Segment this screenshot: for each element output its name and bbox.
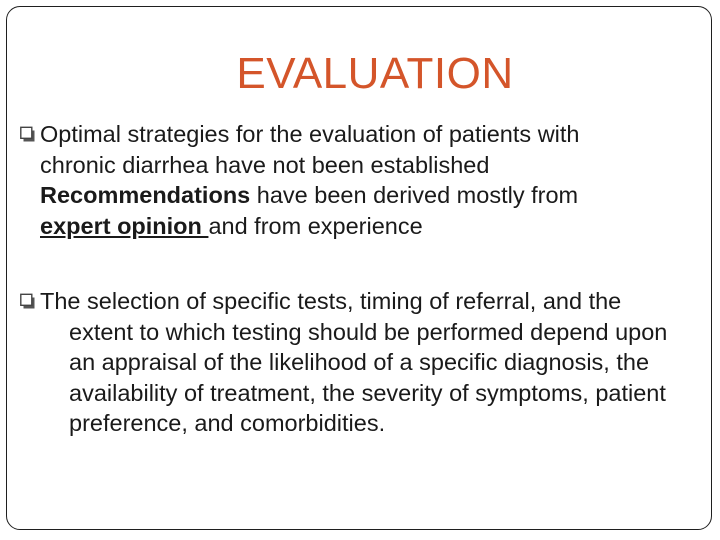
bullet-text-2: The selection of specific tests, timing of referral, and the extent to which testing should be performed depend upon an appraisal of the likelihood of a specific diagnosis, the availability of treatment, the severity of symptoms, patient preference, and comorbidities. xyxy=(40,288,668,436)
bullet-item-1 xyxy=(20,119,684,241)
bullet-1-line-4 xyxy=(40,211,684,242)
bullet-1-line-4-rest: and from experience xyxy=(208,212,423,239)
expert-opinion-underlined-text: expert opinion xyxy=(40,212,209,239)
recommendations-bold-text: Recommendations xyxy=(40,182,251,208)
bullet-1-line-1: Optimal strategies for the evaluation of patients with xyxy=(40,121,580,147)
checkbox-square-icon xyxy=(20,126,35,142)
bullet-text-1 xyxy=(40,119,684,241)
checkbox-square-icon xyxy=(20,293,35,309)
slide-title: EVALUATION xyxy=(236,49,514,98)
bullet-1-line-3 xyxy=(40,180,684,211)
bullet-1-line-3-rest: have been derived mostly from xyxy=(250,182,579,208)
bullet-1-line-2: chronic diarrhea have not been established xyxy=(40,151,490,178)
bullet-item-2 xyxy=(20,286,684,439)
